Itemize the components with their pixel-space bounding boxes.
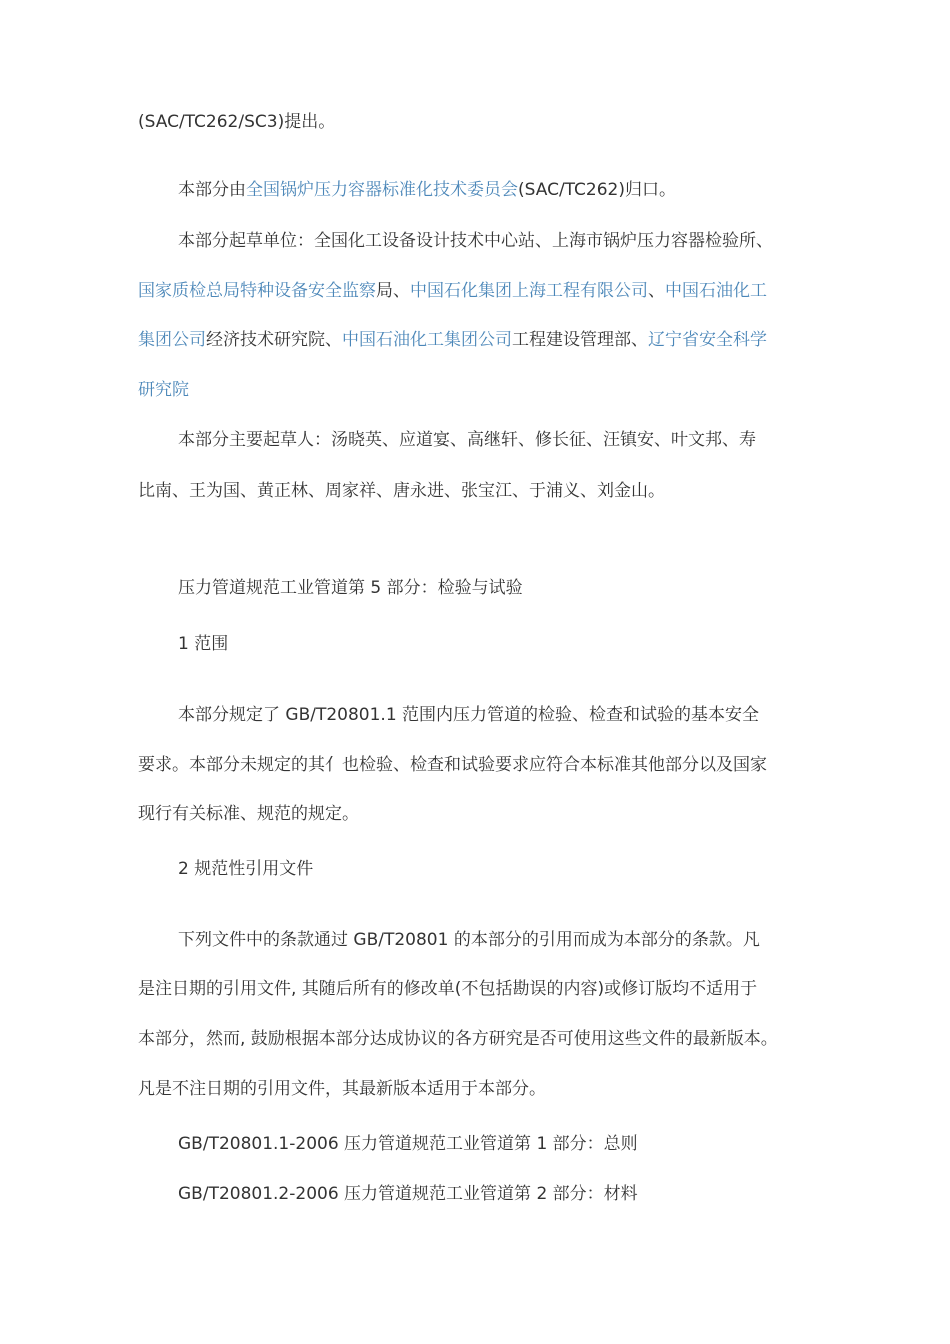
text-segment: 工程建设管理部、 [512, 330, 648, 350]
text-segment: 局、 [376, 281, 410, 301]
link-committee[interactable]: 全国锅炉压力容器标准化技术委员会 [246, 180, 518, 200]
text-line [138, 328, 767, 352]
text-line [138, 378, 189, 402]
link-group-company[interactable]: 集团公司 [138, 330, 206, 350]
section-heading: 1 范围 [178, 634, 229, 654]
text-line: 下列文件中的条款通过 GB/T20801 的本部分的引用而成为本部分的条款。凡 [178, 930, 760, 950]
text-segment: 本部分起草单位：全国化工设备设计技术中心站、上海市锅炉压力容器检验所、 [178, 231, 773, 251]
text-segment: 、 [648, 281, 665, 301]
text-line: 比南、王为国、黄正林、周家祥、唐永进、张宝江、于浦义、刘金山。 [138, 481, 665, 501]
text-line [178, 178, 676, 202]
link-sinopec[interactable]: 中国石油化工 [665, 281, 767, 301]
section-heading: 2 规范性引用文件 [178, 859, 314, 879]
text-line: 现行有关标准、规范的规定。 [138, 804, 359, 824]
text-line: 本部分规定了 GB/T20801.1 范围内压力管道的检验、检查和试验的基本安全 [178, 705, 760, 725]
text-line: 凡是不注日期的引用文件，其最新版本适用于本部分。 [138, 1079, 546, 1099]
text-line [138, 110, 335, 134]
link-aqsiq[interactable]: 国家质检总局特种设备安全监察 [138, 281, 376, 301]
link-institute[interactable]: 研究院 [138, 380, 189, 400]
section-title: 压力管道规范工业管道第 5 部分：检验与试验 [178, 578, 523, 598]
link-sinopec-shanghai[interactable]: 中国石化集团上海工程有限公司 [410, 281, 648, 301]
text-line: 是注日期的引用文件, 其随后所有的修改单(不包括勘误的内容)或修订版均不适用于 [138, 979, 758, 999]
text-line [178, 229, 773, 253]
reference-item: GB/T20801.2-2006 压力管道规范工业管道第 2 部分：材料 [178, 1184, 638, 1204]
text-segment: (SAC/TC262)归口。 [518, 180, 677, 200]
reference-item: GB/T20801.1-2006 压力管道规范工业管道第 1 部分：总则 [178, 1134, 638, 1154]
text-line: 本部分主要起草人：汤晓英、应道宴、高继轩、修长征、汪镇安、叶文邦、寿 [178, 430, 756, 450]
link-sinopec-group[interactable]: 中国石油化工集团公司 [342, 330, 512, 350]
text-line: 本部分，然而, 鼓励根据本部分达成协议的各方研究是否可使用这些文件的最新版本。 [138, 1029, 778, 1049]
text-segment: 本部分由 [178, 180, 246, 200]
text-line: 要求。本部分未规定的其亻也检验、检查和试验要求应符合本标准其他部分以及国家 [138, 755, 767, 775]
text-segment: (SAC/TC262/SC3)提出。 [138, 112, 336, 132]
text-line [138, 279, 767, 303]
link-liaoning-safety[interactable]: 辽宁省安全科学 [648, 330, 767, 350]
text-segment: 经济技术研究院、 [206, 330, 342, 350]
